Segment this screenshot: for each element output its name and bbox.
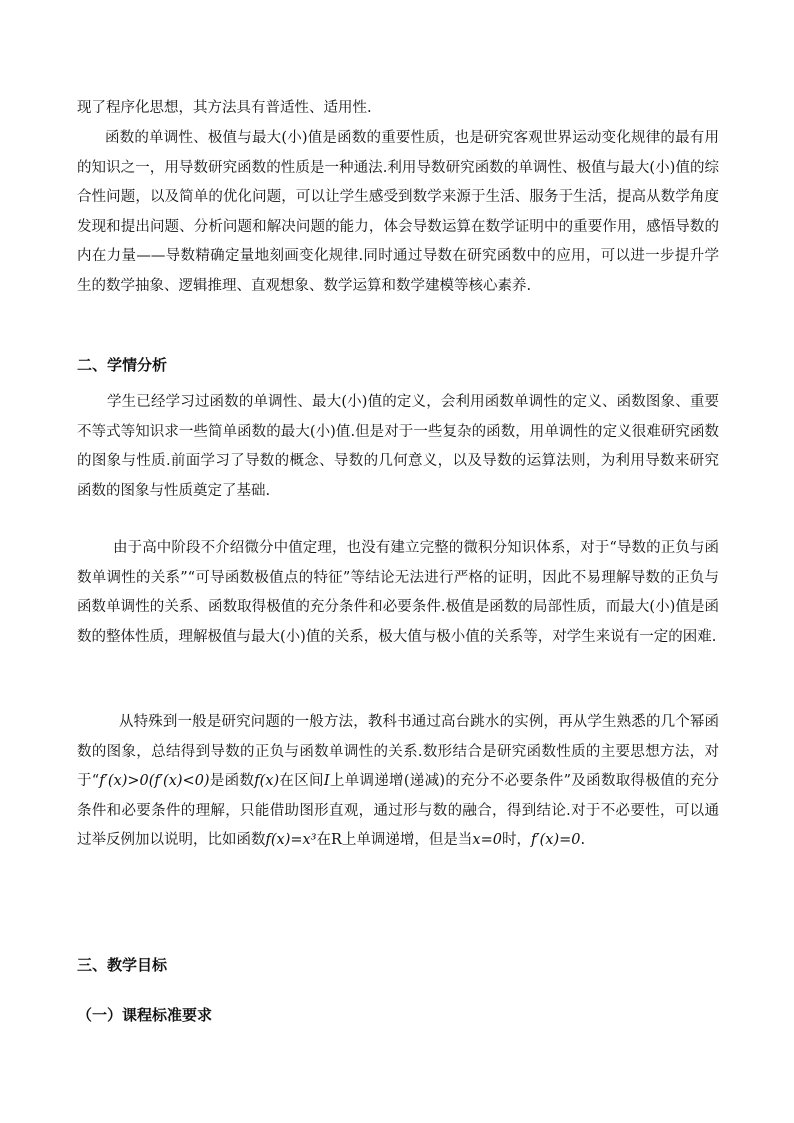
paragraph-function-properties: 函数的单调性、极值与最大(小)值是函数的重要性质，也是研究客观世界运动变化规律的最有用的知识之一，用导数研究函数的性质是一种通法.利用导数研究函数的单调性、极值与最大(小)值的综合性问题，以及简单的优化问题，可以让学生感受到数学来源于生活、服务于生活，提高从数学角度发现和提出问题、分析问题和解决问题的能力，体会导数运算在数学证明中的重要作用，感悟导数的内在力量——导数精确定量地刻画变化规律.同时通过导数在研究函数中的应用，可以进一步提升学生的数学抽象、逻辑推理、直观想象、数学运算和数学建模等核心素养. (77, 130, 719, 294)
math-x-zero: x=0 (472, 832, 502, 848)
text-run: 在R上单调递增，但是当 (316, 832, 473, 848)
heading-learner-analysis: 二、学情分析 (77, 356, 168, 374)
paragraph-methods (77, 708, 719, 856)
text-run: 在区间 (279, 773, 324, 789)
paragraph-student-background: 学生已经学习过函数的单调性、最大(小)值的定义，会利用函数单调性的定义、函数图象、重要不等式等知识求一些简单函数的最大(小)值.但是对于一些复杂的函数，用单调性的定义很难研究函数的图象与性质.前面学习了导数的概念、导数的几何意义，以及导数的运算法则，为利用导数来研究函数的图象与性质奠定了基础. (77, 394, 719, 499)
math-function-cube: f(x)=x³ (265, 832, 317, 848)
heading-curriculum-standards: （一）课程标准要求 (77, 1006, 213, 1024)
text-run: 上单调递增(递减)的充分不必要条件”及函数取得极值的充分条件和必要条件的理解，只能借助图形直观，通过形与数的融合，得到结论.对于不必要性，可以通过举反例加以说明，比如函数 (77, 773, 720, 848)
text-run: 从特殊到一般是研究问题的一般方法，教科书通过高台跳水的实例，再从学生熟悉的几个幂函数的图象，总结得到导数的正负与函数单调性的关系.数形结合是研究函数性质的主要思想方法，对于“ (77, 714, 719, 789)
heading-teaching-goals: 三、教学目标 (77, 956, 168, 974)
math-derivative-condition: f′(x)>0(f′(x)<0) (99, 773, 210, 789)
paragraph-intro-tail: 现了程序化思想，其方法具有普适性、适用性. (77, 100, 372, 116)
math-derivative-zero: f′(x)=0 (530, 832, 581, 848)
math-interval-i: I (323, 773, 330, 789)
text-run: 时， (501, 832, 531, 848)
math-function-f: f(x) (254, 773, 280, 789)
text-run: . (580, 832, 586, 848)
text-run: 是函数 (209, 773, 255, 789)
paragraph-difficulty: 由于高中阶段不介绍微分中值定理，也没有建立完整的微积分知识体系，对于“导数的正负与函数单调性的关系”“可导函数极值点的特征”等结论无法进行严格的证明，因此不易理解导数的正负与函数单调性的关系、函数取得极值的充分条件和必要条件.极值是函数的局部性质，而最大(小)值是函数的整体性质，理解极值与最大(小)值的关系，极大值与极小值的关系等，对学生来说有一定的困难. (77, 540, 719, 645)
